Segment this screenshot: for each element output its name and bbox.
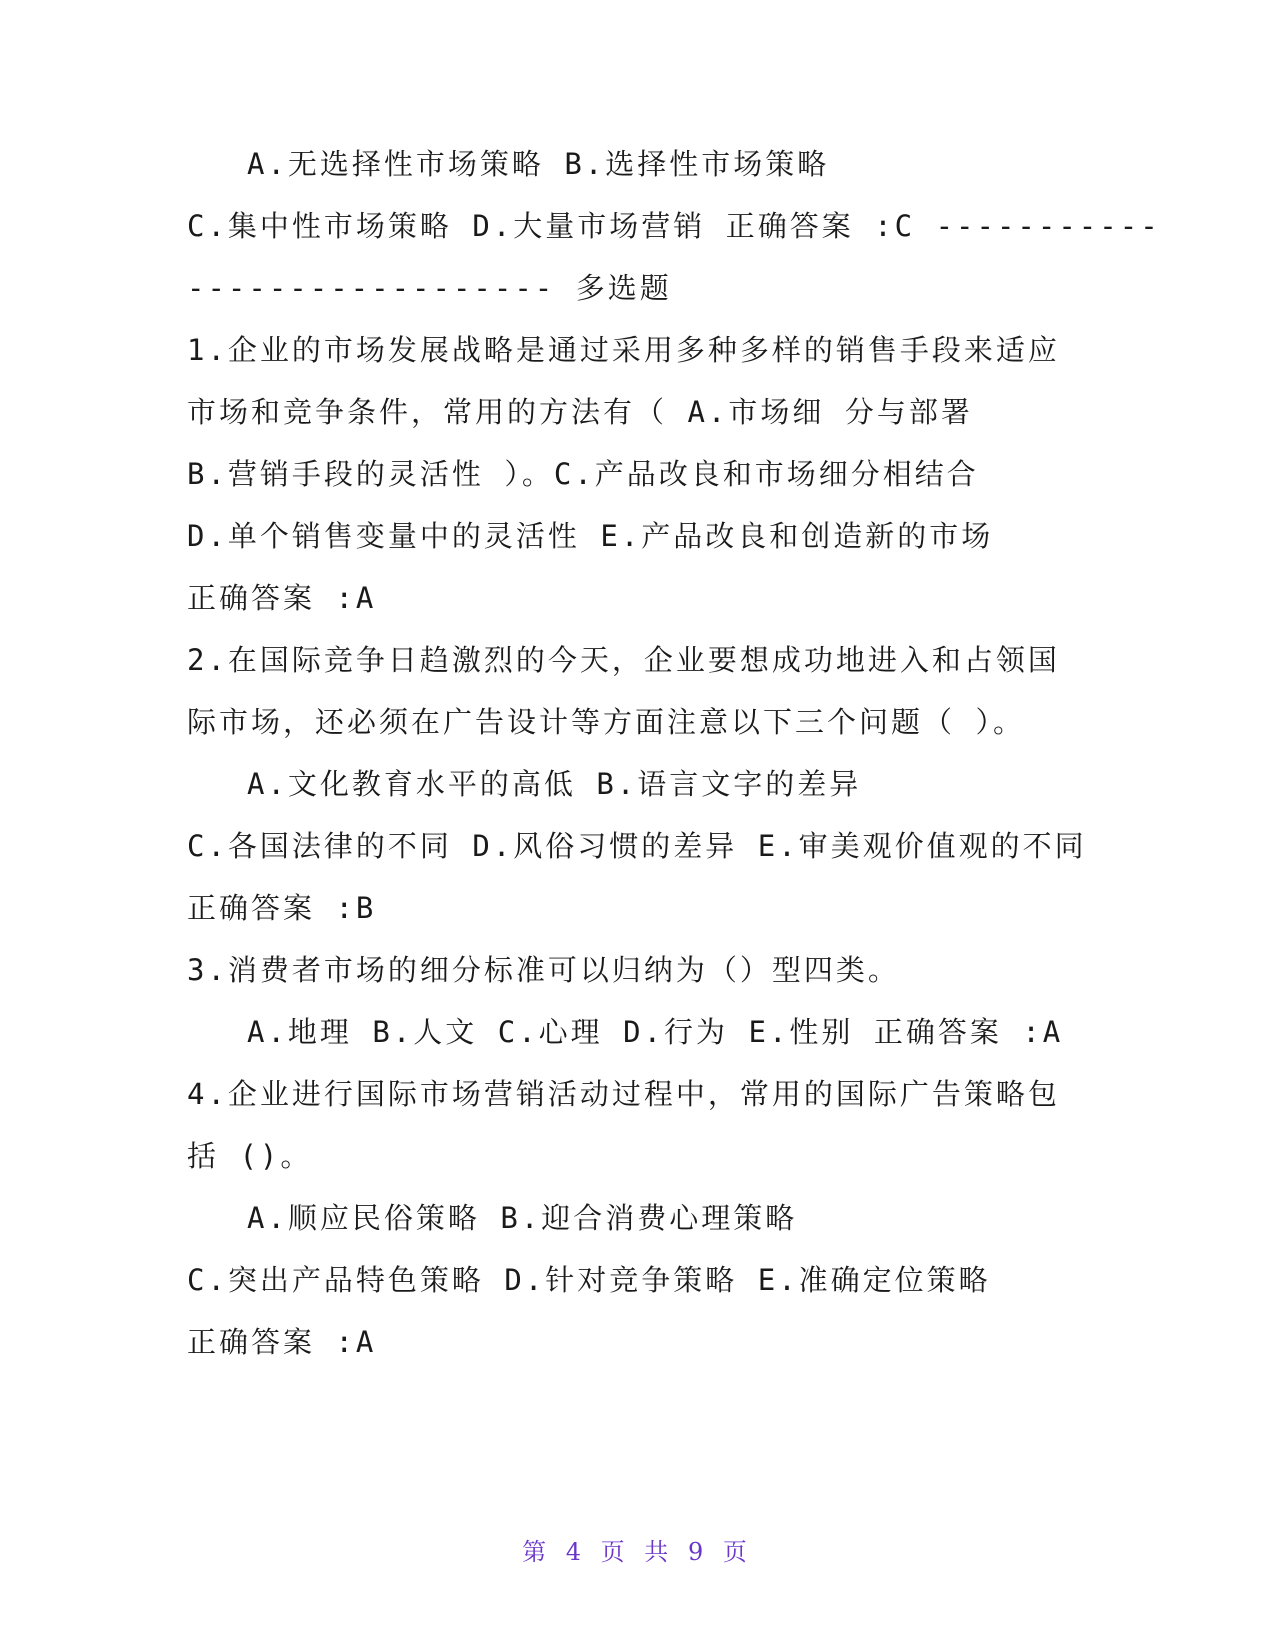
question-4-line: 4.企业进行国际市场营销活动过程中，常用的国际广告策略包: [187, 1077, 1060, 1111]
question-4-line: 括 ()。: [187, 1139, 313, 1173]
question-1-option-line: B.营销手段的灵活性 ）。C.产品改良和市场细分相结合: [187, 457, 979, 491]
question-1-line: 市场和竞争条件，常用的方法有（ A.市场细 分与部署: [187, 395, 973, 429]
answer-line: 正确答案 :A: [187, 581, 377, 615]
section-heading-line: ------------------ 多选题: [187, 271, 672, 305]
question-4-option-line: A.顺应民俗策略 B.迎合消费心理策略: [247, 1201, 798, 1235]
question-1-line: 1.企业的市场发展战略是通过采用多种多样的销售手段来适应: [187, 333, 1060, 367]
option-line: A.无选择性市场策略 B.选择性市场策略: [247, 147, 830, 181]
option-answer-line: C.集中性市场策略 D.大量市场营销 正确答案 :C -----------: [187, 209, 1161, 243]
question-1-option-line: D.单个销售变量中的灵活性 E.产品改良和创造新的市场: [187, 519, 994, 553]
question-2-line: 2.在国际竞争日趋激烈的今天，企业要想成功地进入和占领国: [187, 643, 1060, 677]
answer-line: 正确答案 :B: [187, 891, 377, 925]
question-2-option-line: C.各国法律的不同 D.风俗习惯的差异 E.审美观价值观的不同: [187, 829, 1087, 863]
question-3-option-line: A.地理 B.人文 C.心理 D.行为 E.性别 正确答案 :A: [247, 1015, 1064, 1049]
question-2-option-line: A.文化教育水平的高低 B.语言文字的差异: [247, 767, 862, 801]
page-number-footer: 第 4 页 共 9 页: [522, 1538, 753, 1566]
question-2-line: 际市场，还必须在广告设计等方面注意以下三个问题（ ）。: [187, 705, 1025, 739]
answer-line: 正确答案 :A: [187, 1325, 377, 1359]
question-4-option-line: C.突出产品特色策略 D.针对竞争策略 E.准确定位策略: [187, 1263, 991, 1297]
question-3-line: 3.消费者市场的细分标准可以归纳为（）型四类。: [187, 953, 900, 987]
